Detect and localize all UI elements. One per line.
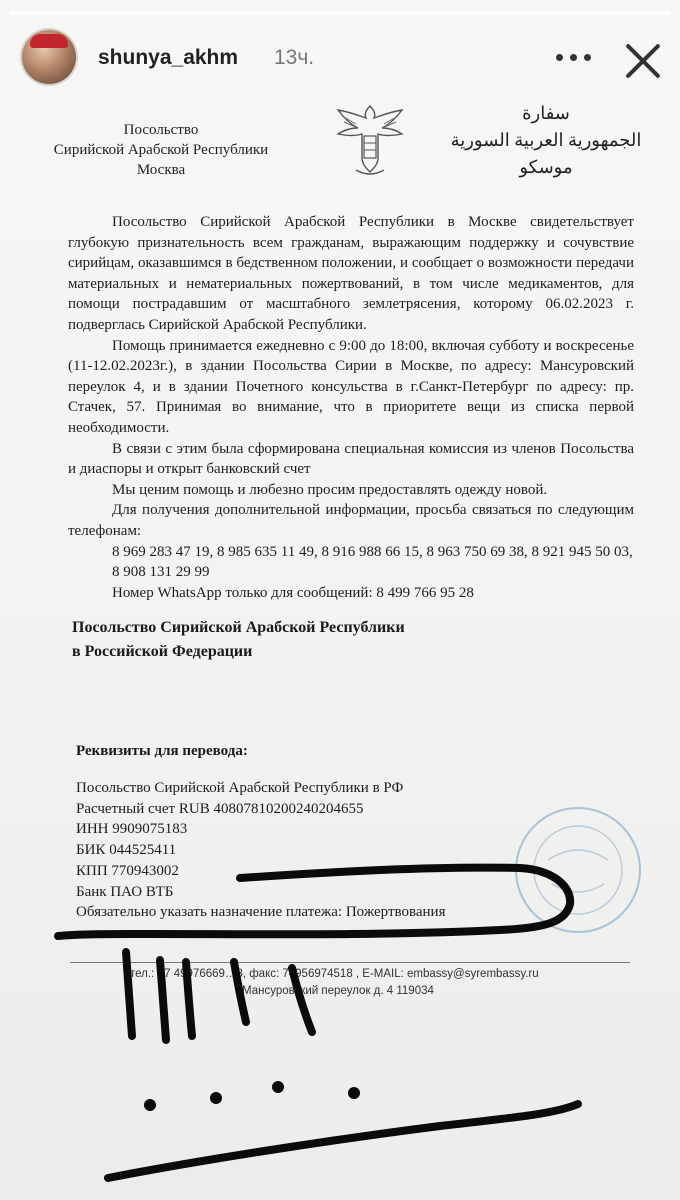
letterhead-ar bbox=[446, 100, 646, 181]
footer-divider bbox=[70, 962, 630, 963]
letterhead-ru-line: Москва bbox=[136, 162, 186, 178]
letterhead-ru-line: Сирийской Арабской Республики bbox=[53, 142, 269, 158]
story-progress-bar bbox=[8, 12, 672, 15]
story-time-ago: 13ч. bbox=[274, 46, 315, 69]
letter-paragraph: Помощь принимается ежедневно с 9:00 до 18:00, включая субботу и воскресенье (11-12.02.2023г.), в здании Посольства Сирии в Москве, по адресу: Мансуровский переулок 4, и в здании Почетного консульства в г.Санкт-Петербург по адресу: пр. Стачек, 57. Принимая во внимание, что в приоритете вещи из списка первой необходимости. bbox=[68, 337, 634, 436]
letter-paragraph: Мы ценим помощь и любезно просим предоставлять одежду новой. bbox=[112, 481, 548, 498]
requisites-title: Реквизиты для перевода: bbox=[76, 743, 248, 759]
letter-paragraph: В связи с этим была сформирована специальная комиссия из членов Посольства и диаспоры и открыт банковский счет bbox=[68, 440, 634, 478]
letterhead-ar-line: موسكو bbox=[519, 157, 573, 177]
requisites-line: Расчетный счет RUB 40807810200240204655 bbox=[76, 800, 364, 817]
letterhead-ru-line: Посольство bbox=[123, 122, 199, 138]
requisites-line: Банк ПАО ВТБ bbox=[76, 883, 174, 900]
letter-body bbox=[68, 212, 634, 603]
requisites-line: КПП 770943002 bbox=[76, 862, 179, 879]
footer-address: Мансуровский переулок д. 4 119034 bbox=[242, 985, 434, 997]
requisites-line: ИНН 9909075183 bbox=[76, 821, 188, 838]
signature-block bbox=[72, 616, 592, 664]
coat-of-arms-icon bbox=[330, 100, 410, 180]
stamp-icon bbox=[508, 800, 648, 940]
signature-line: Посольство Сирийской Арабской Республики bbox=[72, 619, 405, 636]
requisites-line: БИК 044525411 bbox=[76, 842, 177, 859]
requisites-line: Посольство Сирийской Арабской Республики в РФ bbox=[76, 780, 404, 796]
story-progress-fill bbox=[8, 12, 672, 15]
avatar-cap bbox=[30, 34, 68, 48]
letterhead-ru bbox=[30, 120, 292, 180]
close-icon[interactable] bbox=[620, 38, 666, 84]
whatsapp-number: Номер WhatsApp только для сообщений: 8 499 766 95 28 bbox=[112, 584, 474, 601]
letterhead-ar-line: الجمهورية العربية السورية bbox=[450, 130, 642, 150]
more-icon[interactable] bbox=[556, 54, 592, 64]
requisites-line: Обязательно указать назначение платежа: Пожертвования bbox=[76, 904, 446, 921]
story-username[interactable]: shunya_akhm bbox=[98, 46, 239, 69]
letter-paragraph: Посольство Сирийской Арабской Республики в Москве свидетельствует глубокую признательность всем гражданам, выражающим поддержку и сочувствие сирийцам, оказавшимся в бедственном положении, и сообщает о возможности передачи материальных и нематериальных пожертвований, в том числе медикаментов, для помощи пострадавшим от масштабного землетрясения, которому 06.02.2023 г. подверглась Сирийской Арабской Республики. bbox=[68, 214, 634, 333]
letter-paragraph: Для получения дополнительной информации, просьба связаться по следующим телефонам: bbox=[68, 502, 634, 539]
phone-numbers: 8 969 283 47 19, 8 985 635 11 49, 8 916 988 66 15, 8 963 750 69 38, 8 921 945 50 03, 8 908 131 29 99 bbox=[112, 543, 633, 581]
footer-contacts: тел.: +7 49976669…8, факс: 74956974518 , E-MAIL: embassy@syrembassy.ru bbox=[130, 968, 539, 980]
avatar[interactable] bbox=[22, 30, 76, 84]
letterhead-ar-line: سفارة bbox=[522, 103, 570, 123]
signature-line: в Российской Федерации bbox=[72, 643, 253, 660]
